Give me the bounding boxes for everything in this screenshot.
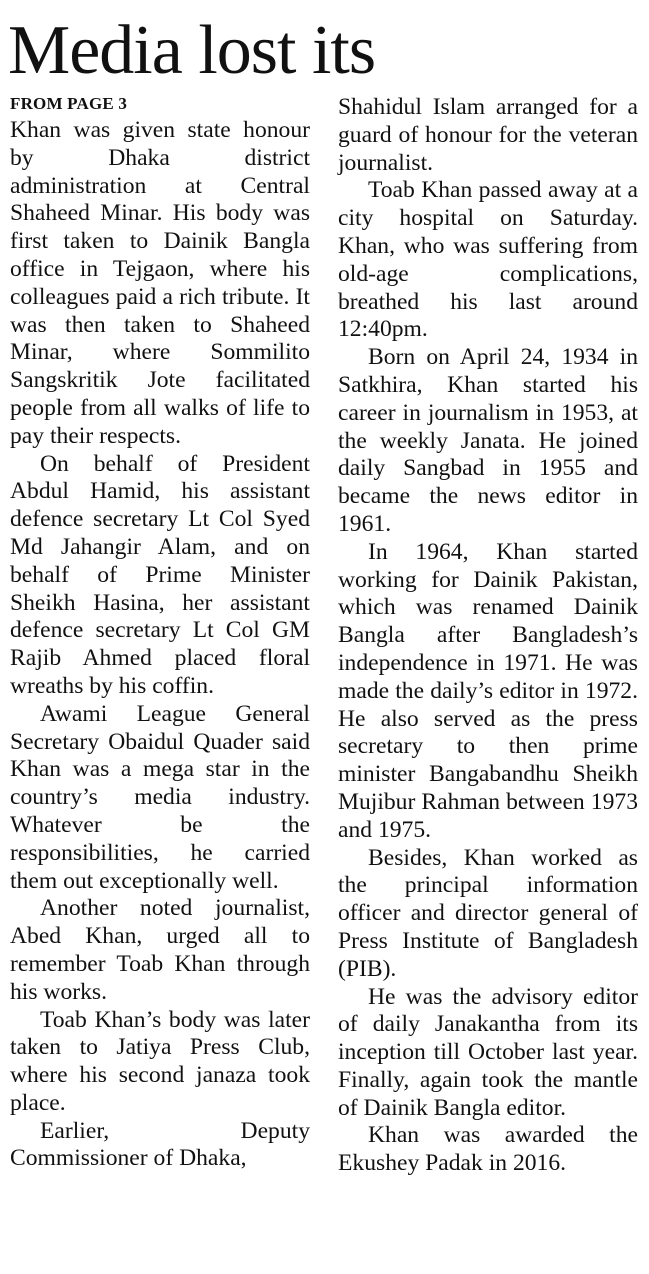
column-divider bbox=[324, 94, 325, 1256]
jump-line: FROM PAGE 3 bbox=[10, 94, 128, 113]
paragraph: Besides, Khan worked as the principal information officer and director general of Press Institute of Bangladesh (PIB). bbox=[338, 844, 638, 982]
right-column bbox=[338, 94, 638, 1178]
paragraph: Awami League General Secretary Obaidul Quader said Khan was a mega star in the country’s media industry. Whatever be the responsibilities, he carried them out exceptionally well. bbox=[10, 700, 310, 894]
paragraph: Toab Khan passed away at a city hospital on Saturday. Khan, who was suffering from old-age complications, breathed his last around 12:40pm. bbox=[338, 177, 638, 343]
paragraph: He was the advisory editor of daily Janakantha from its inception till October last year. Finally, again took the mantle of Dainik Bangla editor. bbox=[338, 983, 638, 1121]
paragraph: In 1964, Khan started working for Dainik Pakistan, which was renamed Dainik Bangla after Bangladesh’s independence in 1971. He was made the daily’s editor in 1972. He also served as the press secretary to then prime minister Bangabandhu Sheikh Mujibur Rahman between 1973 and 1975. bbox=[338, 538, 638, 843]
paragraph: Shahidul Islam arranged for a guard of honour for the veteran journalist. bbox=[338, 94, 638, 176]
paragraph: Toab Khan’s body was later taken to Jatiya Press Club, where his second janaza took place. bbox=[10, 1006, 310, 1116]
paragraph: Earlier, Deputy Commissioner of Dhaka, bbox=[10, 1117, 310, 1172]
paragraph: Khan was awarded the Ekushey Padak in 2016. bbox=[338, 1122, 638, 1177]
left-column bbox=[10, 117, 310, 1173]
paragraph: Born on April 24, 1934 in Satkhira, Khan started his career in journalism in 1953, at the weekly Janata. He joined daily Sangbad in 1955 and became the news editor in 1961. bbox=[338, 344, 638, 537]
paragraph: Khan was given state honour by Dhaka district administration at Central Shaheed Minar. His body was first taken to Dainik Bangla office in Tejgaon, where his colleagues paid a rich tribute. It was then taken to Shaheed Minar, where Sommilito Sangskritik Jote facilitated people from all walks of life to pay their respects. bbox=[10, 117, 310, 449]
headline: Media lost its bbox=[8, 12, 376, 89]
paragraph: Another noted journalist, Abed Khan, urged all to remember Toab Khan through his works. bbox=[10, 895, 310, 1005]
paragraph: On behalf of President Abdul Hamid, his assistant defence secretary Lt Col Syed Md Jahangir Alam, and on behalf of Prime Minister Sheikh Hasina, her assistant defence secretary Lt Col GM Rajib Ahmed placed floral wreaths by his coffin. bbox=[10, 450, 310, 699]
